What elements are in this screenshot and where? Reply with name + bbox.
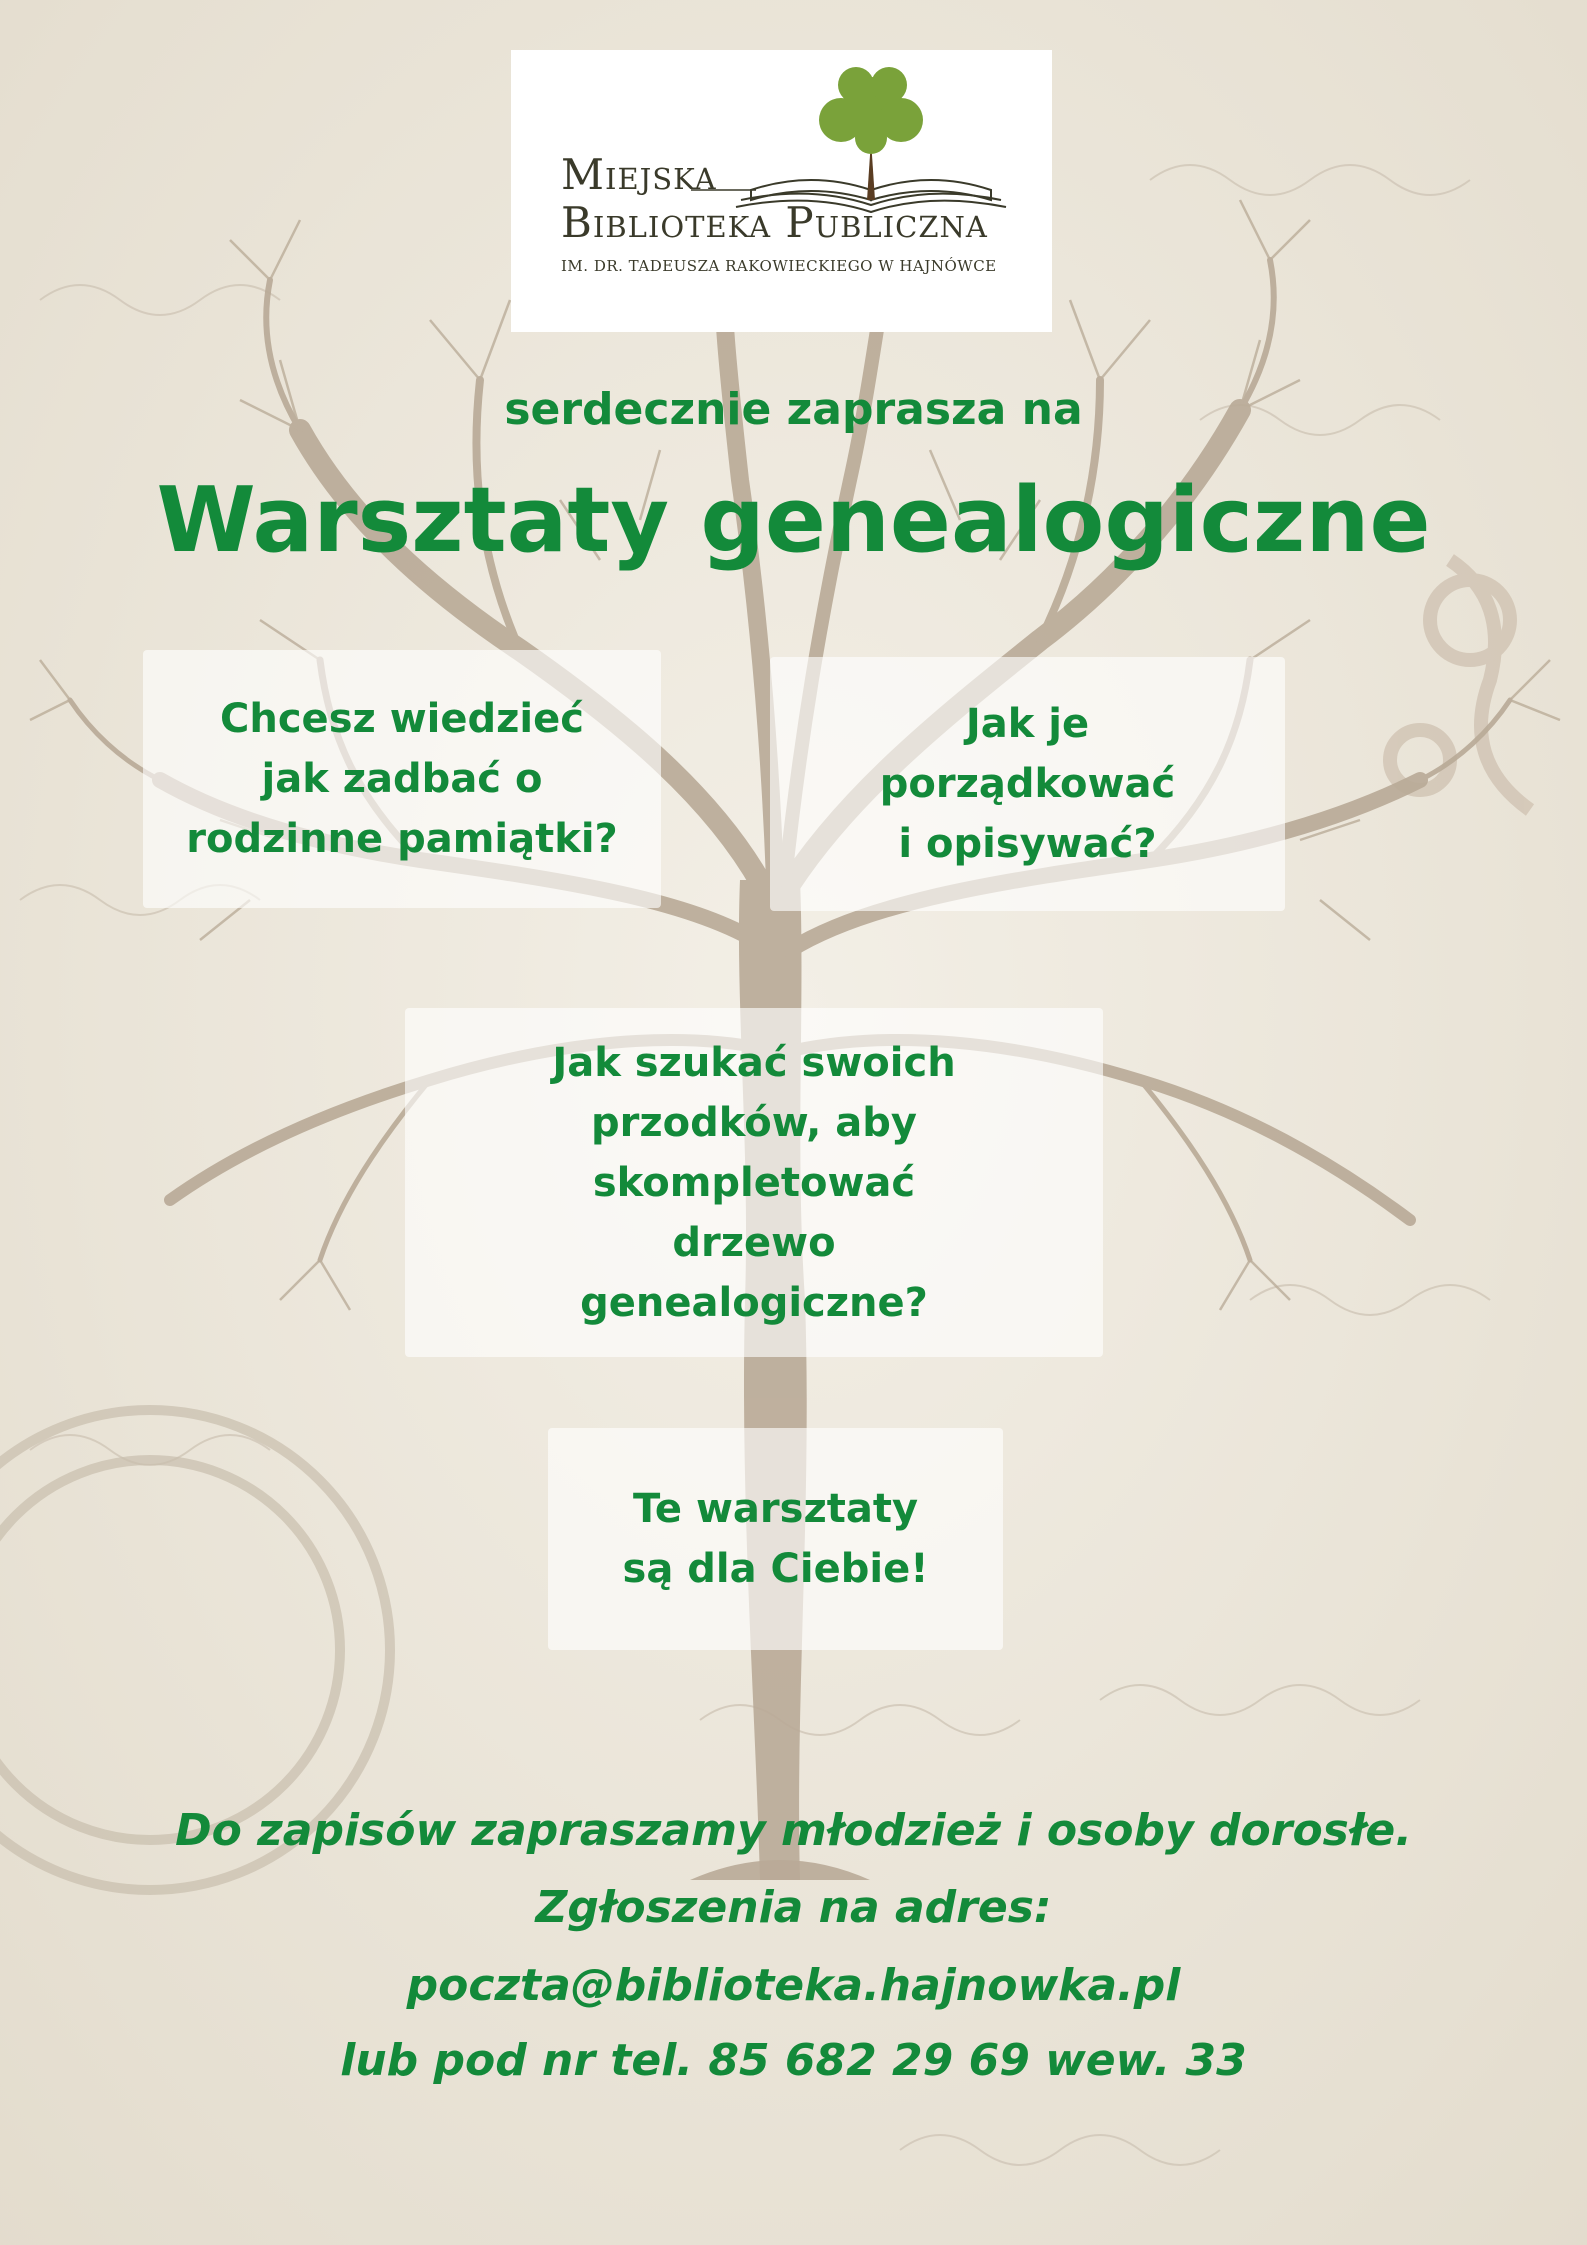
footer-email-link[interactable]: poczta@biblioteka.hajnowka.pl — [406, 1960, 1181, 2011]
question-text: Jak szukać swoich przodków, aby skompletować drzewo genealogiczne? — [552, 1039, 956, 1326]
question-box-1 — [143, 650, 661, 908]
question-text: Chcesz wiedzieć jak zadbać o rodzinne pamiątki? — [186, 696, 618, 862]
question-text: Te warsztaty są dla Ciebie! — [622, 1486, 929, 1592]
question-box-3 — [405, 1008, 1103, 1357]
footer-enrollment: Do zapisów zapraszamy młodzież i osoby dorosłe. — [175, 1805, 1412, 1856]
question-text: Jak je porządkować i opisywać? — [879, 701, 1176, 867]
invite-text: serdecznie zaprasza na — [504, 384, 1083, 435]
footer-phone: lub pod nr tel. 85 682 29 69 wew. 33 — [340, 2035, 1247, 2086]
library-logo — [511, 50, 1052, 332]
footer-apply: Zgłoszenia na adres: — [535, 1882, 1052, 1933]
logo-line-3: IM. DR. TADEUSZA RAKOWIECKIEGO W HAJNÓWCE — [561, 257, 997, 275]
page-title: Warsztaty genealogiczne — [156, 468, 1431, 573]
logo-line-1: Miejska — [561, 150, 717, 199]
question-box-2 — [770, 657, 1285, 911]
logo-line-2: Biblioteka Publiczna — [561, 198, 988, 247]
question-box-4 — [548, 1428, 1003, 1650]
